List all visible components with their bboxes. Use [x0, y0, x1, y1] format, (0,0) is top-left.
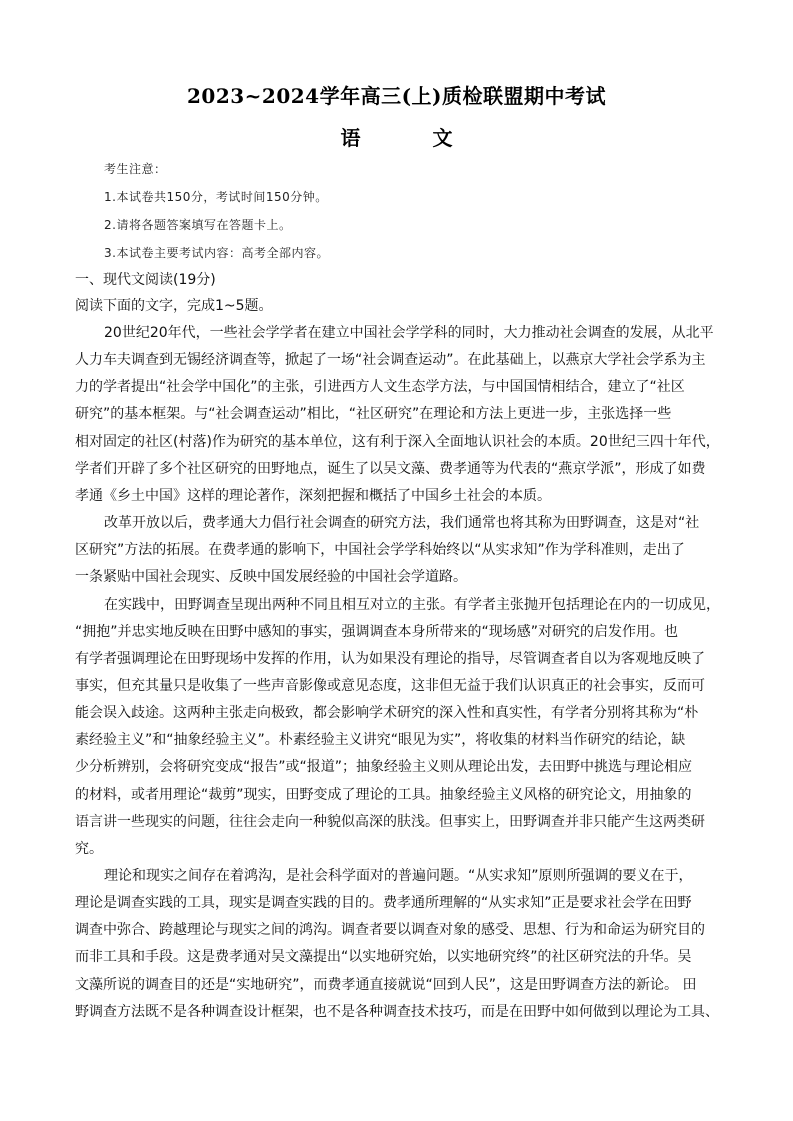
paragraph-line: 相对固定的社区(村落)作为研究的基本单位，这有利于深入全面地认识社会的本质。20世纪三四十年代，	[75, 433, 720, 450]
paragraph-line: “拥抱”并忠实地反映在田野中感知的事实，强调调查本身所带来的“现场感”对研究的启发作用。也	[75, 623, 679, 640]
paragraph-line: 文藻所说的调查目的还是“实地研究”，而费孝通直接就说“回到人民”，这是田野调查方法的新论。 田	[75, 976, 697, 993]
paragraph-line: 人力车夫调查到无锡经济调查等，掀起了一场“社会调查运动”。在此基础上，以燕京大学社会学系为主	[75, 352, 706, 369]
paragraph-line: 孝通《乡土中国》这样的理论著作，深刻把握和概括了中国乡土社会的本质。	[75, 487, 551, 504]
paragraph-line: 理论是调查实践的工具，现实是调查实践的目的。费孝通所理解的“从实求知”正是要求社会学在田野	[75, 895, 692, 912]
paragraph-line: 有学者强调理论在田野现场中发挥的作用，认为如果没有理论的指导，尽管调查者自以为客观地反映了	[75, 650, 705, 667]
paragraph-line: 的材料，或者用理论“裁剪”现实，田野变成了理论的工具。抽象经验主义风格的研究论文，用抽象的	[75, 786, 692, 803]
paragraph-line: 究。	[75, 840, 103, 857]
paragraph-line: 20世纪20年代，一些社会学学者在建立中国社会学学科的同时，大力推动社会调查的发展，从北平	[104, 325, 714, 341]
paragraph-line: 语言讲一些现实的问题，往往会走向一种貌似高深的肤浅。但事实上，田野调查并非只能产生这两类研	[75, 813, 705, 830]
paragraph-line: 力的学者提出“社会学中国化”的主张，引进西方人文生态学方法，与中国国情相结合，建立了“社区	[75, 379, 685, 396]
paragraph-line: 素经验主义”和“抽象经验主义”。朴素经验主义讲究“眼见为实”，将收集的材料当作研究的结论，缺	[75, 732, 686, 749]
paragraph-line: 区研究”方法的拓展。在费孝通的影响下，中国社会学学科始终以“从实求知”作为学科准则，走出了	[75, 542, 685, 559]
paragraph-line: 理论和现实之间存在着鸿沟，是社会科学面对的普遍问题。“从实求知”原则所强调的要义在于，	[104, 868, 693, 884]
paragraph-line: 事实，但充其量只是收集了一些声音影像或意见态度，这非但无益于我们认识真正的社会事实，反而可	[75, 677, 705, 694]
notice-item: 2.请将各题答案填写在答题卡上。	[104, 218, 292, 232]
paragraph-line: 在实践中，田野调查呈现出两种不同且相互对立的主张。有学者主张抛开包括理论在内的一切成见，	[104, 596, 720, 613]
notice-heading: 考生注意：	[104, 162, 167, 176]
subject-title: 语 文	[340, 126, 479, 150]
notice-item: 1.本试卷共150分，考试时间150分钟。	[104, 190, 328, 204]
paragraph-line: 野调查方法既不是各种调查设计框架，也不是各种调查技术技巧，而是在田野中如何做到以理论为工具、	[75, 1003, 719, 1020]
exam-title: 2023~2024学年高三(上)质检联盟期中考试	[186, 84, 606, 108]
paragraph-line: 研究”的基本框架。与“社会调查运动”相比，“社区研究”在理论和方法上更进一步，主张选择一些	[75, 406, 672, 423]
paragraph-line: 改革开放以后，费孝通大力倡行社会调查的研究方法，我们通常也将其称为田野调查，这是对“社	[104, 515, 700, 532]
paragraph-line: 能会误入歧途。这两种主张走向极致，都会影响学术研究的深入性和真实性，有学者分别将其称为“朴	[75, 705, 699, 722]
paragraph-line: 调查中弥合、跨越理论与现实之间的鸿沟。调查者要以调查对象的感受、思想、行为和命运为研究目的	[75, 922, 705, 939]
paragraph-line: 而非工具和手段。这是费孝通对吴文藻提出“以实地研究始，以实地研究终”的社区研究法的升华。吴	[75, 949, 692, 966]
section-heading: 一、现代文阅读(19分)	[75, 272, 216, 288]
notice-item: 3.本试卷主要考试内容：高考全部内容。	[104, 246, 329, 260]
paragraph-line: 少分析辨别，会将研究变成“报告”或“报道”；抽象经验主义则从理论出发，去田野中挑选与理论相应	[75, 759, 693, 776]
paragraph-line: 一条紧贴中国社会现实、反映中国发展经验的中国社会学道路。	[75, 569, 467, 586]
section-instruction: 阅读下面的文字，完成1~5题。	[75, 298, 273, 314]
paragraph-line: 学者们开辟了多个社区研究的田野地点，诞生了以吴文藻、费孝通等为代表的“燕京学派”，形成了如费	[75, 460, 706, 477]
